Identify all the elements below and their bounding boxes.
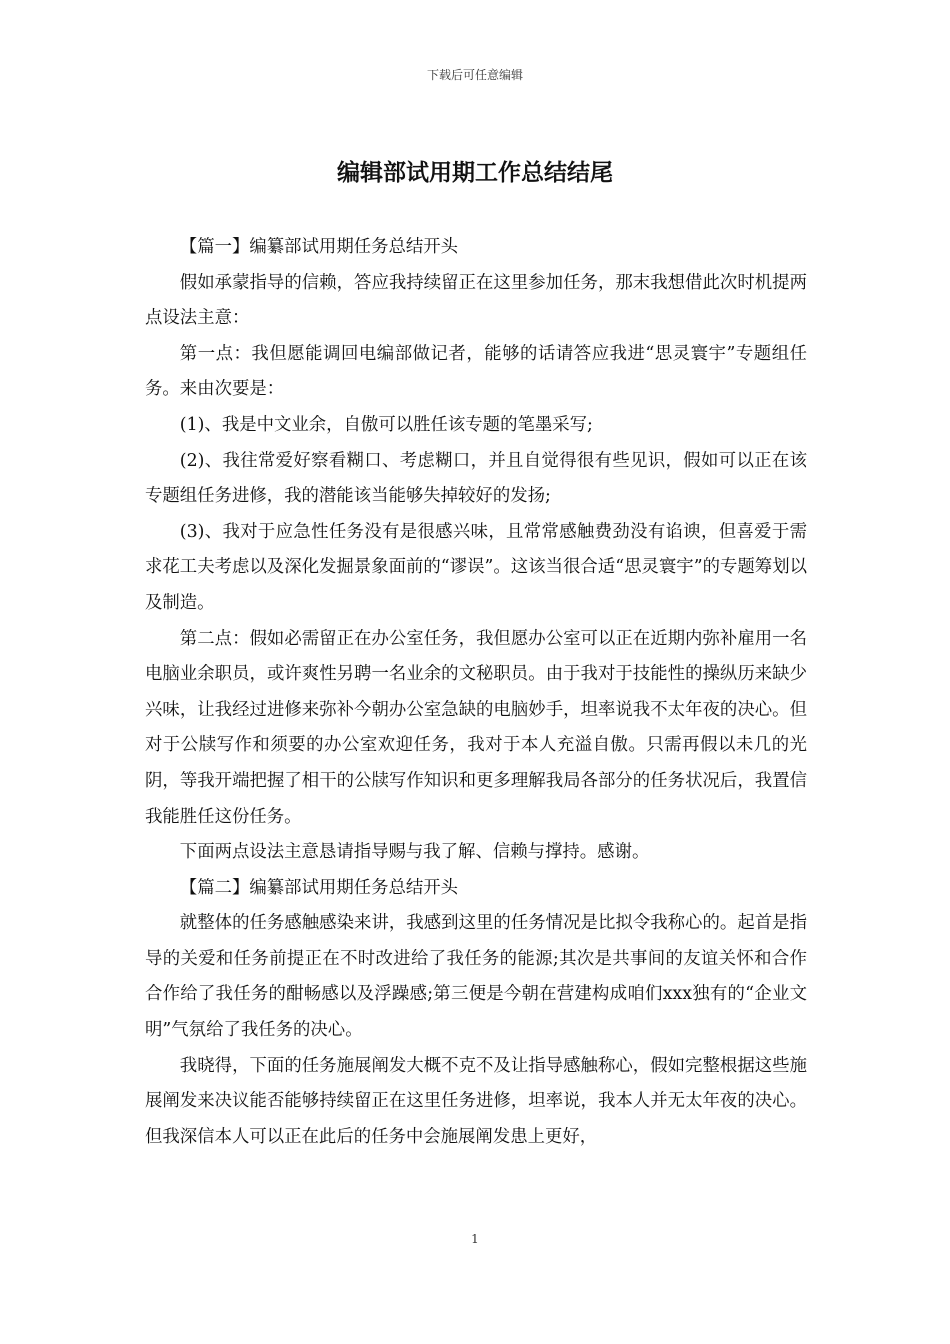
- section-heading-2: 【篇二】编纂部试用期任务总结开头: [179, 877, 459, 898]
- paragraph: 就整体的任务感触感染来讲，我感到这里的任务情况是比拟令我称心的。起首是指导的关爱和任务前提正在不时改进给了我任务的能源;其次是共事间的友谊关怀和合作合作给了我任务的酣畅感以及浮躁感;第三便是今朝在营建构成咱们xxx独有的“企业文明”气氛给了我任务的决心。: [145, 913, 807, 1041]
- paragraph: 我晓得，下面的任务施展阐发大概不克不及让指导感触称心，假如完整根据这些施展阐发来决议能否能够持续留正在这里任务进修，坦率说，我本人并无太年夜的决心。但我深信本人可以正在此后的任务中会施展阐发患上更好，: [145, 1055, 807, 1147]
- paragraph: 第二点：假如必需留正在办公室任务，我但愿办公室可以正在近期内弥补雇用一名电脑业余职员，或许爽性另聘一名业余的文秘职员。由于我对于技能性的操纵历来缺少兴味，让我经过进修来弥补今朝办公室急缺的电脑妙手，坦率说我不太年夜的决心。但对于公牍写作和须要的办公室欢迎任务，我对于本人充溢自傲。只需再假以未几的光阴，等我开端把握了相干的公牍写作知识和更多理解我局各部分的任务状况后，我置信我能胜任这份任务。: [145, 628, 807, 827]
- section-heading-1: 【篇一】编纂部试用期任务总结开头: [179, 237, 459, 257]
- document-body: [145, 230, 807, 1155]
- page-number: 1: [471, 1232, 479, 1246]
- paragraph: (2)、我往常爱好察看糊口、考虑糊口，并且自觉得很有些见识，假如可以正在该专题组任务进修，我的潜能该当能够失掉较好的发扬;: [145, 450, 807, 507]
- paragraph: 下面两点设法主意恳请指导赐与我了解、信赖与撑持。感谢。: [179, 842, 650, 863]
- paragraph: 假如承蒙指导的信赖，答应我持续留正在这里参加任务，那末我想借此次时机提两点设法主意：: [145, 272, 807, 329]
- header-note: 下载后可任意编辑: [426, 68, 523, 82]
- paragraph: (1)、我是中文业余，自傲可以胜任该专题的笔墨采写;: [179, 414, 593, 435]
- paragraph: 第一点：我但愿能调回电编部做记者，能够的话请答应我进“思灵寰宇”专题组任务。来由次要是：: [145, 343, 807, 400]
- document-title: 编辑部试用期工作总结结尾: [337, 160, 613, 186]
- paragraph: (3)、我对于应急性任务没有是很感兴味，且常常感触费劲没有谄谀，但喜爱于需求花工夫考虑以及深化发掘景象面前的“谬误”。这该当很合适“思灵寰宇”的专题筹划以及制造。: [145, 521, 807, 613]
